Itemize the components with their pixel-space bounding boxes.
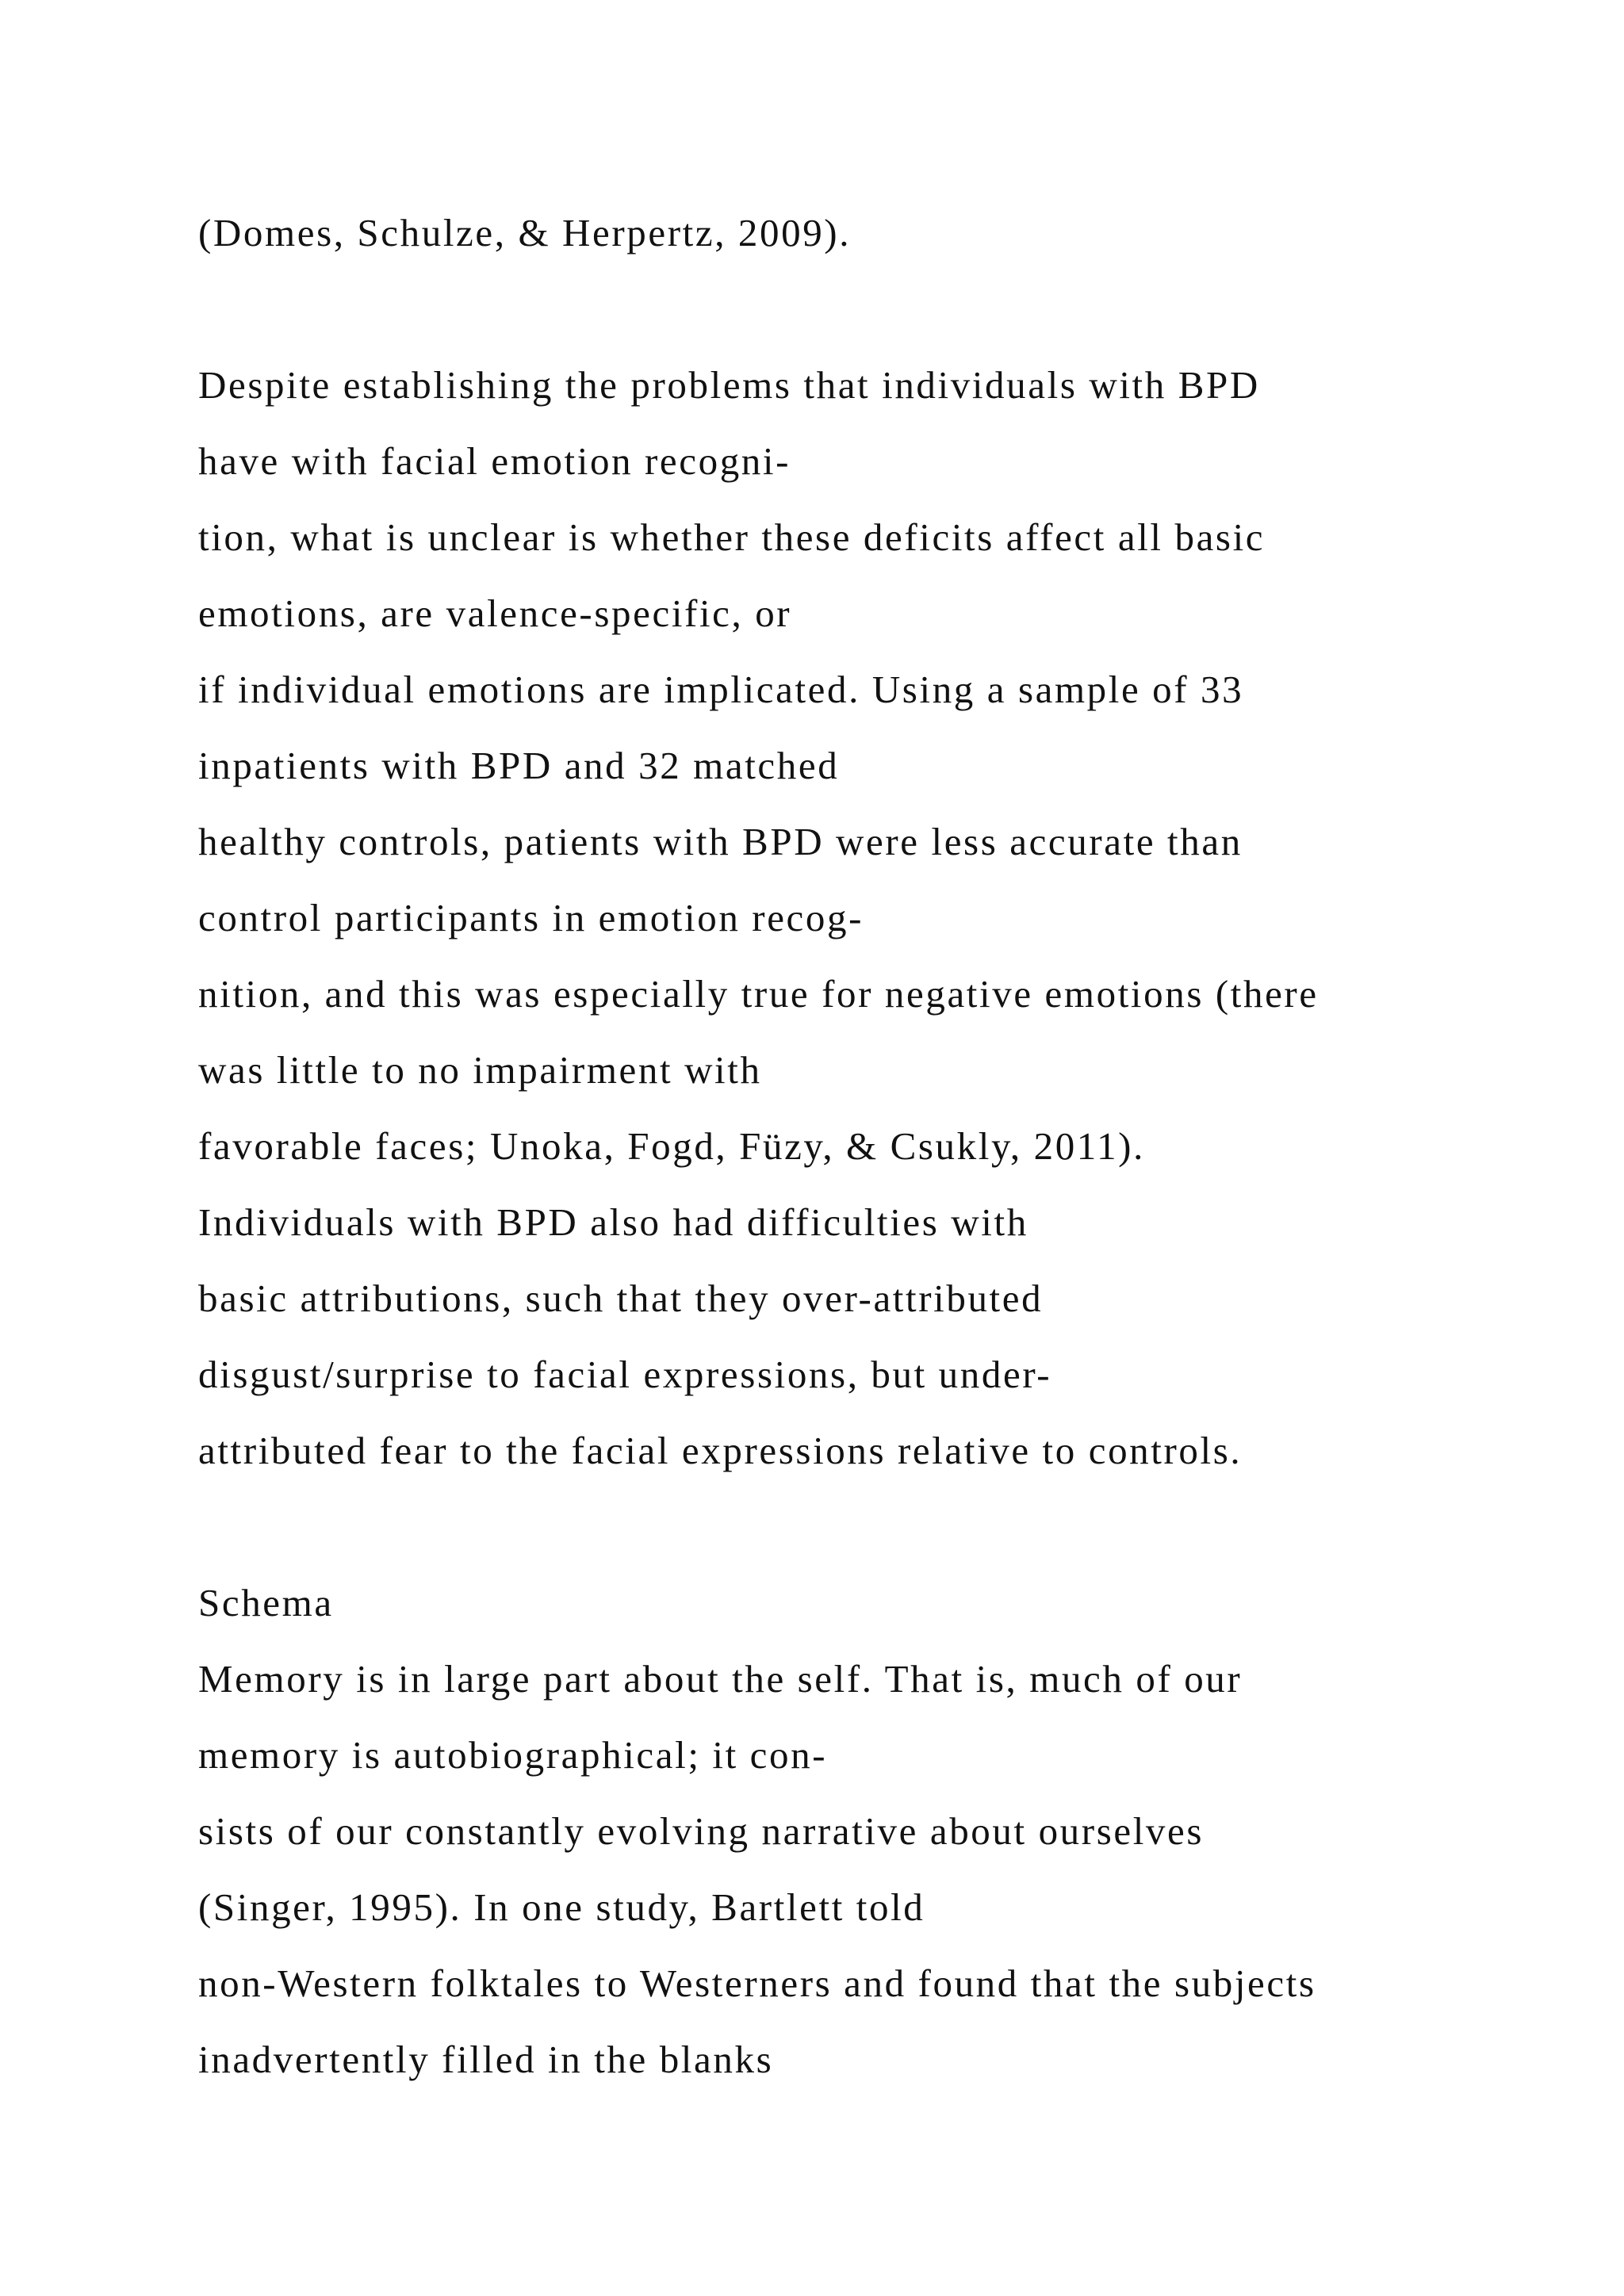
paragraph-line: disgust/surprise to facial expressions, but under- [198,1353,1052,1396]
paragraph-line: (Singer, 1995). In one study, Bartlett told [198,1885,925,1929]
paragraph-line: inadvertently filled in the blanks [198,2038,774,2081]
paragraph-line: nition, and this was especially true for negative emotions (there [198,972,1319,1016]
paragraph-line: was little to no impairment with [198,1048,762,1092]
paragraph-line: emotions, are valence-specific, or [198,591,792,635]
paragraph-line: inpatients with BPD and 32 matched [198,744,840,787]
paragraph-line: if individual emotions are implicated. Using a sample of 33 [198,668,1244,711]
paragraph-line: healthy controls, patients with BPD were less accurate than [198,820,1243,863]
paragraph-line: attributed fear to the facial expressions relative to controls. [198,1429,1243,1472]
paragraph-line: basic attributions, such that they over-attributed [198,1276,1044,1320]
paragraph-line: sists of our constantly evolving narrative about ourselves [198,1809,1205,1853]
paragraph-line: favorable faces; Unoka, Fogd, Füzy, & Csukly, 2011). [198,1124,1145,1168]
document-text [198,195,1546,2098]
paragraph-line: Memory is in large part about the self. That is, much of our [198,1657,1243,1701]
paragraph-line: Despite establishing the problems that individuals with BPD [198,363,1260,407]
paragraph-line: non-Western folktales to Westerners and found that the subjects [198,1961,1316,2005]
section-heading: Schema [198,1581,334,1624]
paragraph-line: tion, what is unclear is whether these deficits affect all basic [198,515,1266,559]
paragraph-line: control participants in emotion recog- [198,896,864,939]
paragraph-gap [198,1489,1546,1565]
paragraph-gap [198,271,1546,347]
paragraph-line: have with facial emotion recogni- [198,439,791,483]
paragraph-line: memory is autobiographical; it con- [198,1733,828,1777]
citation-line: (Domes, Schulze, & Herpertz, 2009). [198,211,852,254]
paragraph-line: Individuals with BPD also had difficulties with [198,1200,1028,1244]
